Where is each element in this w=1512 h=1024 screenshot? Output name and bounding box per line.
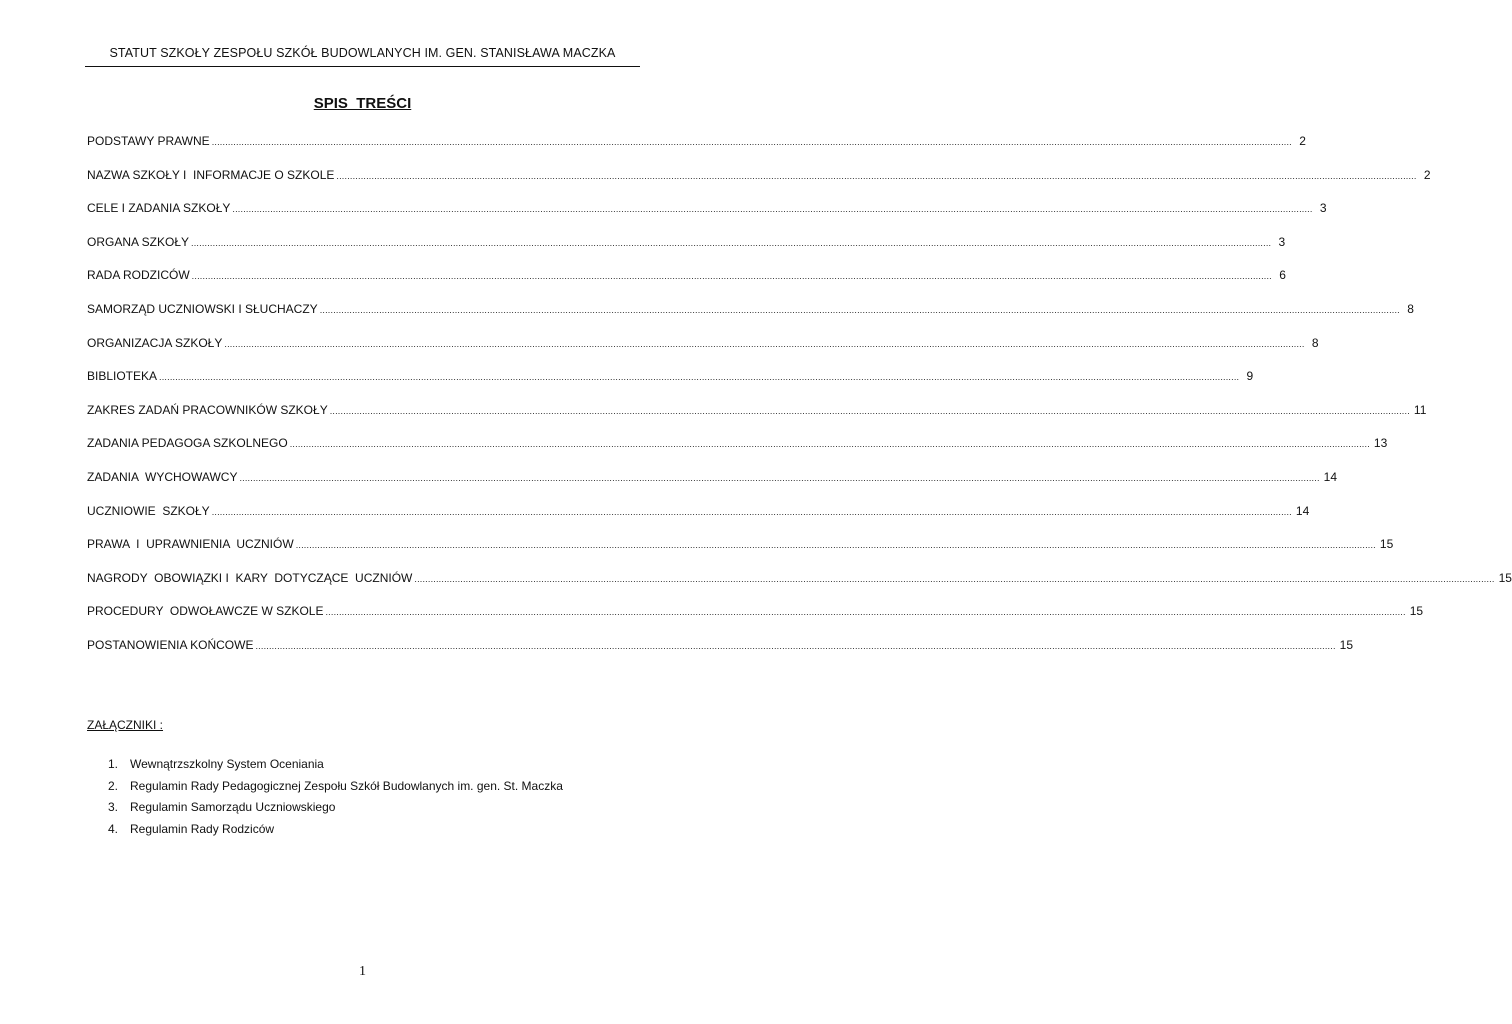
toc-entry-zadania-pedagoga bbox=[87, 436, 1388, 470]
attachment-item bbox=[108, 800, 563, 822]
toc-entry-page: 3 bbox=[1319, 201, 1327, 216]
dot-leader: ................................................................................................................................................................................................................................................................................................................................................................................................................ bbox=[319, 304, 1400, 315]
toc-entry-podstawy-prawne bbox=[87, 134, 1306, 168]
toc-entry-page: 2 bbox=[1299, 134, 1306, 148]
attachments-heading: ZAŁĄCZNIKI : bbox=[87, 718, 164, 732]
toc-entry-label: POSTANOWIENIA KOŃCOWE bbox=[87, 637, 254, 652]
toc-entry-zadania-wychowawcy bbox=[87, 469, 1338, 504]
attachment-text: Regulamin Rady Pedagogicznej Zespołu Szkół Budowlanych im. gen. St. Maczka bbox=[130, 778, 563, 793]
dot-leader: ................................................................................................................................................................................................................................................................................................................................................................................................................ bbox=[239, 472, 1320, 483]
toc-entry-page: 13 bbox=[1373, 436, 1388, 451]
dot-leader: ................................................................................................................................................................................................................................................................................................................................................................................................................ bbox=[295, 540, 1376, 551]
dot-leader: ................................................................................................................................................................................................................................................................................................................................................................................................................ bbox=[232, 204, 1313, 215]
toc-entry-label: ZAKRES ZADAŃ PRACOWNIKÓW SZKOŁY bbox=[87, 402, 328, 417]
toc-entry-rada-rodzicow bbox=[87, 268, 1286, 302]
attachment-item bbox=[108, 779, 563, 801]
dot-leader: ................................................................................................................................................................................................................................................................................................................................................................................................................ bbox=[336, 170, 1417, 181]
toc-entry-label: ORGANA SZKOŁY bbox=[87, 234, 190, 249]
toc-entry-postanowienia-koncowe bbox=[87, 637, 1354, 672]
toc-entry-label: NAGRODY OBOWIĄZKI I KARY DOTYCZĄCE UCZNIÓW bbox=[87, 570, 413, 585]
attachments-list bbox=[108, 757, 563, 843]
toc-entry-biblioteka bbox=[87, 369, 1254, 403]
toc-entry-nazwa-szkoly bbox=[87, 167, 1431, 202]
attachment-item bbox=[108, 822, 563, 844]
attachment-text: Wewnątrzszkolny System Oceniania bbox=[130, 757, 324, 771]
toc-entry-nagrody-obowiazki-kary bbox=[87, 570, 1512, 605]
attachment-text: Regulamin Samorządu Uczniowskiego bbox=[130, 800, 336, 814]
toc-entry-label: PROCEDURY ODWOŁAWCZE W SZKOLE bbox=[87, 604, 324, 619]
dot-leader: ................................................................................................................................................................................................................................................................................................................................................................................................................ bbox=[191, 271, 1272, 282]
toc-entry-page: 8 bbox=[1311, 335, 1319, 350]
attachment-number: 1. bbox=[108, 757, 119, 771]
dot-leader: ................................................................................................................................................................................................................................................................................................................................................................................................................ bbox=[211, 506, 1292, 517]
attachment-number: 2. bbox=[108, 778, 119, 793]
toc-entry-page: 3 bbox=[1278, 234, 1286, 249]
toc-entry-label: RADA RODZICÓW bbox=[87, 268, 190, 283]
toc-entry-page: 6 bbox=[1279, 268, 1286, 283]
toc-entry-page: 14 bbox=[1323, 469, 1338, 484]
attachment-item bbox=[108, 757, 563, 779]
toc-entry-zakres-zadan bbox=[87, 402, 1427, 437]
header-divider bbox=[85, 66, 640, 67]
toc-entry-samorzad-uczniowski bbox=[87, 301, 1414, 336]
toc-title: SPIS TREŚCI bbox=[313, 95, 412, 112]
toc-entry-label: NAZWA SZKOŁY I INFORMACJE O SZKOLE bbox=[87, 167, 335, 182]
dot-leader: ................................................................................................................................................................................................................................................................................................................................................................................................................ bbox=[325, 607, 1406, 618]
toc-entry-organizacja-szkoly bbox=[87, 335, 1319, 370]
dot-leader: ................................................................................................................................................................................................................................................................................................................................................................................................................ bbox=[159, 372, 1240, 383]
dot-leader: ................................................................................................................................................................................................................................................................................................................................................................................................................ bbox=[255, 640, 1336, 651]
toc-entry-cele-i-zadania bbox=[87, 201, 1327, 235]
toc-entry-uczniowie-szkoly bbox=[87, 503, 1310, 538]
toc-entry-organa-szkoly bbox=[87, 234, 1286, 269]
toc-entry-label: BIBLIOTEKA bbox=[87, 369, 158, 384]
toc-entry-page: 2 bbox=[1423, 167, 1431, 182]
attachment-number: 3. bbox=[108, 800, 119, 814]
toc-entry-page: 8 bbox=[1407, 301, 1414, 316]
toc-entry-label: PRAWA I UPRAWNIENIA UCZNIÓW bbox=[87, 537, 294, 552]
dot-leader: ................................................................................................................................................................................................................................................................................................................................................................................................................ bbox=[414, 573, 1495, 584]
attachment-text: Regulamin Rady Rodziców bbox=[130, 821, 275, 836]
attachment-number: 4. bbox=[108, 821, 119, 836]
toc-entry-label: SAMORZĄD UCZNIOWSKI I SŁUCHACZY bbox=[87, 301, 318, 316]
dot-leader: ................................................................................................................................................................................................................................................................................................................................................................................................................ bbox=[289, 439, 1370, 450]
toc-entry-page: 15 bbox=[1379, 537, 1394, 552]
toc-entry-prawa-i-uprawnienia bbox=[87, 537, 1394, 571]
toc-entry-label: UCZNIOWIE SZKOŁY bbox=[87, 503, 210, 518]
toc-entry-label: ORGANIZACJA SZKOŁY bbox=[87, 335, 223, 350]
toc-entry-page: 15 bbox=[1339, 637, 1354, 652]
table-of-contents bbox=[87, 134, 1512, 672]
document-header: STATUT SZKOŁY ZESPOŁU SZKÓŁ BUDOWLANYCH IM. GEN. STANISŁAWA MACZKA bbox=[109, 46, 616, 60]
toc-entry-label: CELE I ZADANIA SZKOŁY bbox=[87, 201, 231, 216]
toc-entry-page: 15 bbox=[1409, 604, 1424, 619]
toc-entry-label: PODSTAWY PRAWNE bbox=[87, 134, 210, 148]
toc-entry-page: 9 bbox=[1246, 369, 1254, 384]
toc-entry-label: ZADANIA PEDAGOGA SZKOLNEGO bbox=[87, 436, 288, 451]
page-number: 1 bbox=[359, 964, 366, 979]
toc-entry-label: ZADANIA WYCHOWAWCY bbox=[87, 469, 238, 484]
dot-leader: ................................................................................................................................................................................................................................................................................................................................................................................................................ bbox=[329, 405, 1410, 416]
toc-entry-page: 15 bbox=[1498, 570, 1512, 585]
toc-entry-page: 14 bbox=[1295, 503, 1310, 518]
dot-leader: ................................................................................................................................................................................................................................................................................................................................................................................................................ bbox=[211, 137, 1292, 147]
dot-leader: ................................................................................................................................................................................................................................................................................................................................................................................................................ bbox=[224, 338, 1305, 349]
dot-leader: ................................................................................................................................................................................................................................................................................................................................................................................................................ bbox=[191, 237, 1272, 248]
toc-entry-page: 11 bbox=[1413, 402, 1427, 417]
toc-entry-procedury-odwolawcze bbox=[87, 604, 1424, 638]
